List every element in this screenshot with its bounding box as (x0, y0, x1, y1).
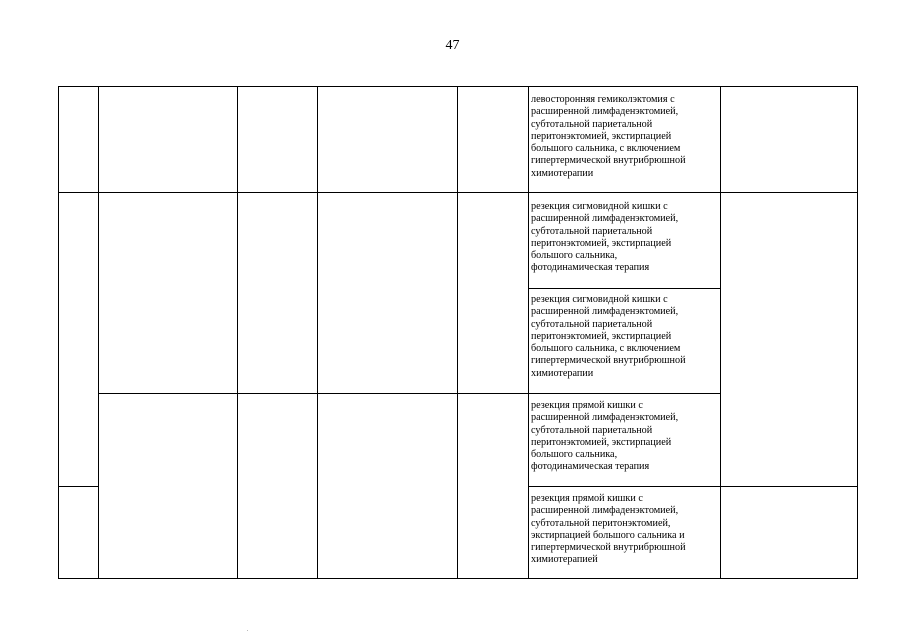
row-divider-4 (58, 486, 99, 487)
page-number: 47 (445, 38, 460, 53)
column-divider-2 (237, 86, 238, 579)
table-border-left (58, 86, 59, 579)
procedure-cell: резекция сигмовидной кишки с расширенной лимфаденэктомией, субтотальной париетальной перитонэктомией, экстирпацией большого сальника, фотодинамическая терапия (531, 201, 679, 274)
column-divider-3 (317, 86, 318, 579)
procedure-cell: резекция прямой кишки с расширенной лимфаденэктомией, субтотальной перитонэктомией, экстирпацией большого сальника и гипертермической внутрибрюшной химиотерапией (531, 493, 686, 566)
procedure-cell: резекция прямой кишки с расширенной лимфаденэктомией, субтотальной париетальной перитонэктомией, экстирпацией большого сальника, фотодинамическая терапия (531, 400, 679, 473)
column-divider-1 (98, 86, 99, 579)
procedure-cell: резекция сигмовидной кишки с расширенной лимфаденэктомией, субтотальной париетальной перитонэктомией, экстирпацией большого сальника, с включением гипертермической внутрибрюшной химиотерапии (531, 294, 686, 379)
row-divider-1 (58, 192, 858, 193)
column-divider-4 (457, 86, 458, 579)
table-border-top (58, 86, 858, 87)
row-divider-3 (98, 393, 721, 394)
table-border-right (857, 86, 858, 579)
procedure-cell: левосторонняя гемиколэктомия с расширенной лимфаденэктомией, субтотальной париетальной перитонэктомией, экстирпацией большого сальника, с включением гипертермической внутрибрюшной химиотерапии (531, 94, 686, 179)
row-divider-2 (528, 288, 721, 289)
column-divider-5 (528, 86, 529, 579)
scan-artifact (247, 630, 248, 631)
column-divider-6 (720, 86, 721, 579)
row-divider-5 (528, 486, 858, 487)
table-border-bottom (58, 578, 858, 579)
